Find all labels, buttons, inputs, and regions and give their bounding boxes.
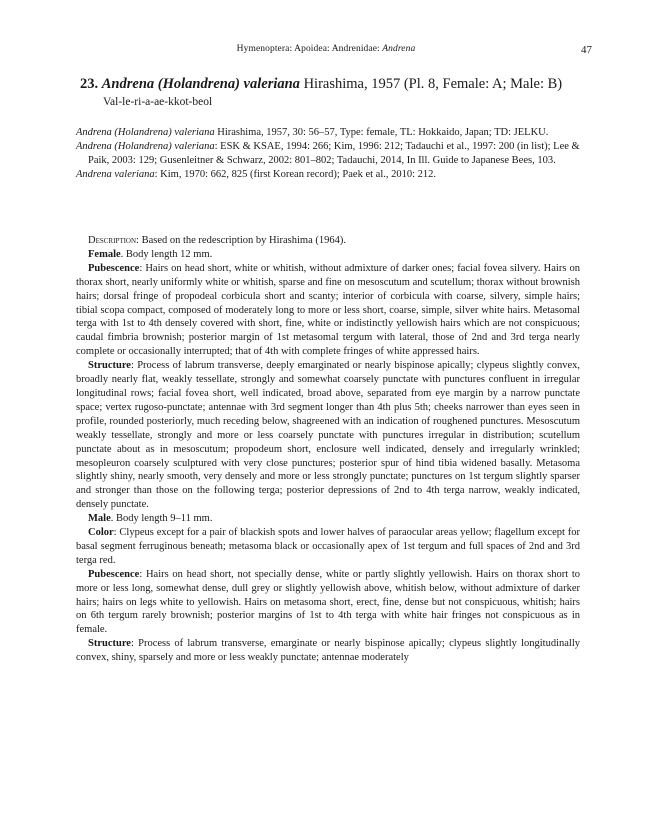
- synonymy-list: [76, 126, 580, 182]
- paragraph-text: : Process of labrum transverse, emarginate or nearly bispinose apically; clypeus slightly longitudinally convex, shiny, sparsely and more or less weakly punctate; antennae moderately: [76, 638, 580, 664]
- synonym-name: Andrena valeriana: [76, 168, 155, 180]
- paragraph-heading: Structure: [88, 638, 131, 650]
- description-label: Description: [88, 235, 137, 246]
- running-head-prefix: Hymenoptera: Apoidea: Andrenidae:: [236, 44, 383, 54]
- description-body: [76, 234, 580, 665]
- description-paragraph: [76, 637, 580, 665]
- synonym-name: Andrena (Holandrena) valeriana: [76, 127, 215, 138]
- paragraph-heading: Color: [88, 527, 114, 539]
- paragraph-text: : Clypeus except for a pair of blackish spots and lower halves of paraocular areas yellow; flagellum except for basal segment ferruginous beneath; metasoma black or occasionally apex of 1st tergum and full spaces of 2nd and 3rd terga red.: [76, 527, 580, 566]
- synonymy-entry: [76, 168, 580, 182]
- description-paragraph: [76, 359, 580, 512]
- paragraph-heading: Male: [88, 513, 111, 525]
- synonymy-entry: [76, 126, 580, 140]
- synonym-citation: : ESK & KSAE, 1994: 266; Kim, 1996: 212; Tadauchi et al., 1997: 200 (in list); Lee & Paik, 2003: 129; Gusenleitner & Schwarz, 2002: 801–802; Tadauchi, 2014, In Ill. Guide to Japanese Bees, 103.: [88, 140, 580, 166]
- running-head: [0, 44, 652, 54]
- paragraph-text: : Hairs on head short, white or whitish, without admixture of darker ones; facial fovea silvery. Hairs on thorax short, nearly uniformly white or whitish, sparse and fine on mesoscutum and scutellum; thorax without brownish hairs; dorsal fringe of propodeal corbicula short and scanty; interior of corbicula with coarse, silvery, simple hairs; tibial scopa compact, composed of moderately long to more or less short, coarse, simple, silver white hairs. Metasomal terga with 1st to 4th densely covered with short, fine, white or indistinctly yellowish hairs which are not conspicuous; caudal fimbria brownish; posterior margin of 1st metasomal tergum with lateral, those of 2nd and 3rd terga nearly complete or occasionally interrupted; that of 4th with complete fringes of white appressed hairs.: [76, 262, 580, 358]
- species-authority: Hirashima, 1957 (Pl. 8, Female: A; Male: B): [299, 76, 563, 92]
- paragraph-heading: Pubescence: [88, 262, 140, 274]
- synonym-name: Andrena (Holandrena) valeriana: [76, 140, 215, 152]
- description-paragraph: [76, 512, 580, 526]
- paragraph-heading: Pubescence: [88, 568, 140, 580]
- description-intro-text: : Based on the redescription by Hirashima (1964).: [136, 235, 346, 246]
- synonym-citation: Hirashima, 1957, 30: 56–57, Type: female, TL: Hokkaido, Japan; TD: JELKU.: [214, 127, 549, 138]
- paragraph-text: : Process of labrum transverse, deeply emarginated or nearly bispinose apically; clypeus slightly convex, broadly nearly flat, weakly tessellate, strongly and somewhat coarsely punctate with punctures confluent in irregular longitudinal rows; facial fovea short, well indicated, broad above, separated from eye margin by a narrow punctate space; vertex rugoso-punctate; antennae with 3rd segment longer than 4th plus 5th; cheeks narrower than eyes seen in profile, rounded posteriorly, much receding below, shagreened with an indication of roughened punctures. Mesoscutum weakly tessellate, strongly and more or less coarsely punctate with punctures irregular in distribution; scutellum punctate about as in mesoscutum; propodeum short, enclosure well indicated, densely and irregularly wrinkled; mesopleuron coarsely sculptured with very close punctures; posterior spur of hind tibia widened basally. Metasoma slightly shiny, nearly smooth, very densely and more or less strongly punctate; punctures on 1st tergum slightly sparser and stronger than those on the following terga; posterior depressions of 2nd to 4th terga narrow, weakly indicated, densely punctate.: [76, 360, 580, 511]
- synonymy-entry: [76, 140, 580, 168]
- description-paragraph: [76, 248, 580, 262]
- species-heading: [80, 76, 600, 93]
- paragraph-text: . Body length 12 mm.: [120, 248, 213, 260]
- paragraph-text: : Hairs on head short, not specially dense, white or partly slightly yellowish. Hairs on thorax short to more or less long, somewhat dense, dull grey or slightly yellowish above, whitish below, without admixture of darker hairs; hairs on legs white to yellowish. Hairs on metasoma short, erect, fine, dense but not conspicuous, whitish; hairs on 6th tergum rarely brownish; posterior margins of 1st to 4th terga with white hair fringes not conspicuous as in female.: [76, 568, 580, 636]
- paragraph-heading: Female: [88, 248, 121, 260]
- paragraph-text: . Body length 9–11 mm.: [110, 513, 213, 525]
- running-head-genus: Andrena: [382, 44, 416, 54]
- description-paragraph: [76, 526, 580, 568]
- species-pronunciation: Val-le-ri-a-ae-kkot-beol: [103, 96, 213, 108]
- page-number: 47: [581, 44, 592, 56]
- description-paragraph: [76, 262, 580, 359]
- description-paragraph: [76, 568, 580, 638]
- species-number: 23.: [80, 76, 99, 92]
- species-name: Andrena (Holandrena) valeriana: [101, 76, 300, 92]
- paragraph-heading: Structure: [88, 360, 131, 372]
- description-intro: [76, 234, 580, 248]
- synonym-citation: : Kim, 1970: 662, 825 (first Korean record); Paek et al., 2010: 212.: [154, 168, 437, 180]
